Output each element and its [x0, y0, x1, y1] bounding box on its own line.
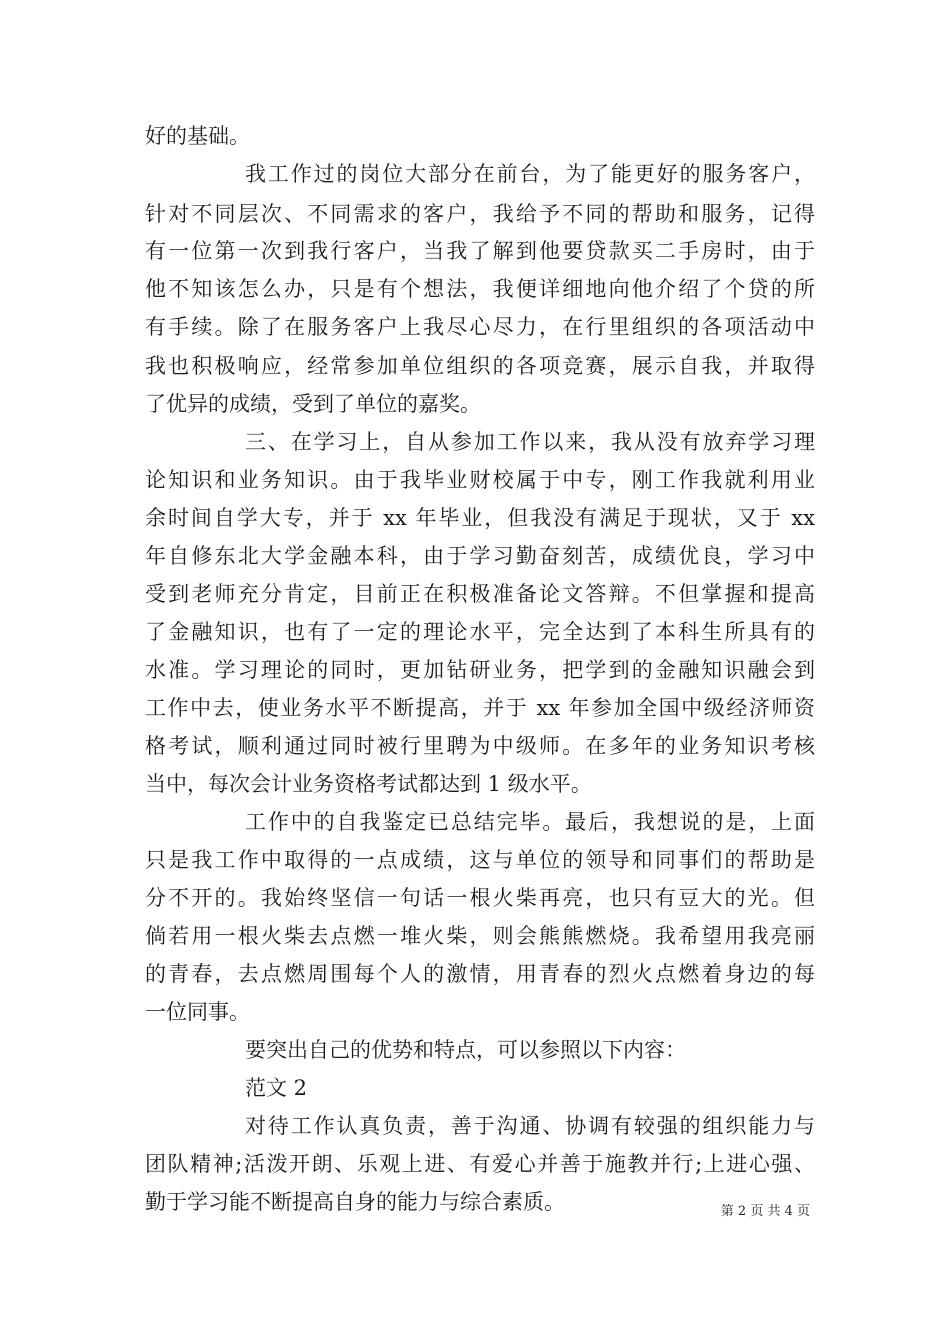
text-line: 勤于学习能不断提高自身的能力与综合素质。	[145, 1190, 565, 1214]
text-line: 他不知该怎么办，只是有个想法，我便详细地向他介绍了个贷的所	[145, 277, 815, 301]
text-line: 格考试，顺利通过同时被行里聘为中级师。在多年的业务知识考核	[145, 734, 815, 758]
paragraph-start-line: 工作中的自我鉴定已总结完毕。最后，我想说的是，上面	[245, 810, 815, 834]
text-line: 团队精神;活泼开朗、乐观上进、有爱心并善于施教并行;上进心强、	[145, 1152, 815, 1176]
text-line: 我也积极响应，经常参加单位组织的各项竞赛，展示自我，并取得	[145, 354, 815, 378]
text-line: 工作中去，使业务水平不断提高，并于 xx 年参加全国中级经济师资	[145, 696, 815, 720]
paragraph-start-line: 要突出自己的优势和特点，可以参照以下内容：	[245, 1038, 686, 1062]
text-line: 有手续。除了在服务客户上我尽心尽力，在行里组织的各项活动中	[145, 315, 815, 339]
section-heading: 范文 2	[245, 1076, 308, 1100]
text-line: 水准。学习理论的同时，更加钻研业务，把学到的金融知识融会到	[145, 658, 815, 682]
text-line: 倘若用一根火柴去点燃一堆火柴，则会熊熊燃烧。我希望用我亮丽	[145, 924, 815, 948]
text-line: 了优异的成绩，受到了单位的嘉奖。	[145, 392, 481, 416]
paragraph-start-line: 我工作过的岗位大部分在前台，为了能更好的服务客户，	[245, 162, 815, 186]
text-line: 年自修东北大学金融本科，由于学习勤奋刻苦，成绩优良，学习中	[145, 544, 815, 568]
text-line: 分不开的。我始终坚信一句话一根火柴再亮，也只有豆大的光。但	[145, 886, 815, 910]
paragraph-start-line: 三、在学习上，自从参加工作以来，我从没有放弃学习理	[245, 430, 815, 454]
text-line: 受到老师充分肯定，目前正在积极准备论文答辩。不但掌握和提高	[145, 582, 815, 606]
text-line: 针对不同层次、不同需求的客户，我给予不同的帮助和服务，记得	[145, 202, 815, 226]
text-line: 余时间自学大专，并于 xx 年毕业，但我没有满足于现状，又于 xx	[145, 506, 815, 530]
text-line: 了金融知识，也有了一定的理论水平，完全达到了本科生所具有的	[145, 620, 815, 644]
text-line: 有一位第一次到我行客户，当我了解到他要贷款买二手房时，由于	[145, 239, 815, 263]
text-line: 只是我工作中取得的一点成绩，这与单位的领导和同事们的帮助是	[145, 848, 815, 872]
text-line: 当中，每次会计业务资格考试都达到 1 级水平。	[145, 772, 592, 796]
text-line: 好的基础。	[145, 124, 250, 148]
text-line: 论知识和业务知识。由于我毕业财校属于中专，刚工作我就利用业	[145, 468, 815, 492]
page-number-footer: 第 2 页 共 4 页	[720, 1204, 810, 1219]
paragraph-start-line: 对待工作认真负责，善于沟通、协调有较强的组织能力与	[245, 1114, 815, 1138]
text-line: 的青春，去点燃周围每个人的激情，用青春的烈火点燃着身边的每	[145, 962, 815, 986]
text-line: 一位同事。	[145, 1000, 250, 1024]
